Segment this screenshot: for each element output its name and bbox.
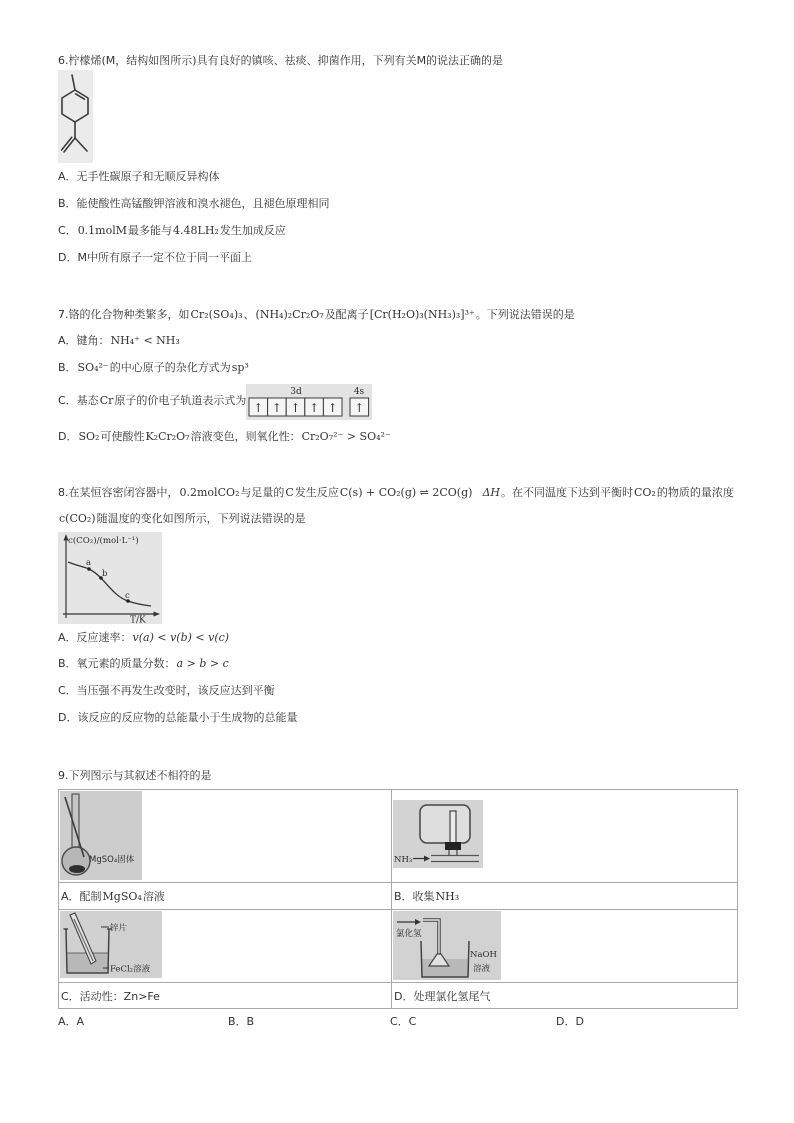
formula: NH₃: [435, 889, 460, 903]
option-text: 的中心原子的杂化方式为: [109, 361, 231, 374]
q8-stem-line-1: [58, 486, 734, 500]
formula: sp³: [231, 361, 249, 374]
reaction-equation: C(s) + CO₂(g) ⇌ 2CO(g): [339, 486, 473, 499]
formula: Cr₂O₇²⁻ > SO₄²⁻: [301, 430, 391, 443]
label-3d: 3d: [290, 387, 302, 397]
q6-option-b: B．能使酸性高锰酸钾溶液和溴水褪色，且褪色原理相同: [58, 197, 330, 210]
option-text: 可使酸性: [100, 430, 145, 443]
q7-option-c: [58, 394, 246, 408]
formula: NH₄⁺ < NH₃: [110, 334, 180, 347]
math-expression: v(a) < v(b) < v(c): [132, 631, 230, 644]
q7-option-b: [58, 361, 250, 375]
formula: MgSO₄: [102, 889, 142, 903]
q9-answer-c: C．C: [390, 1015, 417, 1028]
rubber-stopper: [445, 842, 461, 850]
point-c-label: c: [125, 591, 130, 601]
formula: [Cr(H₂O)₃(NH₃)₃]³⁺: [369, 308, 475, 321]
option-text: C．: [58, 224, 77, 237]
formula: K₂Cr₂O₇: [145, 430, 190, 443]
caption-text: B．收集: [394, 890, 435, 903]
stem-text: 及配离子: [324, 308, 369, 321]
fig-c-solution-label: FeCl₂溶液: [110, 964, 151, 975]
q9-answer-a: A．A: [58, 1015, 85, 1028]
q9-figure-table: [58, 789, 738, 1009]
co2-concentration-graph: [58, 532, 162, 624]
fig-a-label: MgSO₄固体: [89, 855, 135, 865]
option-text: B．氧元素的质量分数：: [58, 657, 176, 670]
option-text: 溶液变色，则氧化性：: [190, 430, 301, 443]
table-cell-b-figure: [392, 790, 738, 883]
stem-text: 、: [243, 308, 255, 321]
electron-up-arrow: ↑: [290, 401, 301, 415]
solid-sample: [69, 865, 85, 873]
table-cell-a-caption: [59, 883, 392, 910]
formula: (NH₄)₂Cr₂O₇: [255, 308, 324, 321]
formula: SO₂: [78, 430, 100, 443]
fig-d-gas-label: 氯化氢: [396, 929, 422, 939]
option-text: D．: [58, 430, 78, 443]
q7-option-a: [58, 334, 181, 348]
q6-option-a: A．无手性碳原子和无顺反异构体: [58, 170, 220, 183]
table-cell-d-caption: D．处理氯化氢尾气: [392, 983, 738, 1009]
x-axis-label: T/K: [130, 615, 146, 624]
electron-up-arrow: ↑: [354, 401, 365, 415]
formula: 0.2molCO₂: [179, 486, 240, 499]
table-cell-b-caption: [392, 883, 738, 910]
stem-text: 。在不同温度下达到平衡时: [500, 486, 633, 499]
q8-option-c: C．当压强不再发生改变时，该反应达到平衡: [58, 684, 275, 697]
stem-text: 随温度的变化如图所示，下列说法错误的是: [96, 512, 306, 525]
fig-c-zinc-label: 锌片: [110, 923, 128, 934]
q7-option-d: [58, 430, 392, 444]
table-cell-c-caption: C．活动性：Zn>Fe: [59, 983, 392, 1009]
q8-option-d: D．该反应的反应物的总能量小于生成物的总能量: [58, 711, 298, 724]
stem-text: 8.在某恒容密闭容器中，: [58, 486, 179, 499]
q8-option-a: [58, 631, 230, 645]
option-text: A．反应速率：: [58, 631, 132, 644]
q9-stem: 9.下列图示与其叙述不相符的是: [58, 769, 212, 782]
q9-answer-b: B．B: [228, 1015, 255, 1028]
formula: c(CO₂): [59, 512, 96, 525]
option-text: 发生加成反应: [219, 224, 286, 237]
formula: 4.48LH₂: [173, 224, 219, 237]
collecting-vessel: [420, 805, 470, 843]
table-cell-c-figure: [59, 910, 392, 983]
limonene-structure-figure: [58, 70, 93, 163]
table-cell-d-figure: [392, 910, 738, 983]
formula: 0.1molM: [77, 224, 128, 237]
electron-up-arrow: ↑: [253, 401, 264, 415]
formula: C: [285, 486, 294, 499]
formula: CO₂: [633, 486, 656, 499]
q6-option-d: D．M中所有原子一定不位于同一平面上: [58, 251, 252, 264]
stem-text: 与足量的: [240, 486, 285, 499]
fig-b-label: NH₃: [394, 855, 413, 865]
fig-d-solution-label: 溶液: [473, 964, 491, 974]
fig-d-absorption-photo: [393, 911, 501, 980]
math-expression: a > b > c: [176, 657, 229, 670]
option-text: A．键角：: [58, 334, 110, 347]
label-4s: 4s: [353, 387, 365, 397]
point-a-label: a: [86, 558, 92, 568]
q7-stem: [58, 308, 575, 322]
stem-text: 。下列说法错误的是: [475, 308, 575, 321]
formula: SO₄²⁻: [77, 361, 109, 374]
formula: Cr₂(SO₄)₃: [190, 308, 243, 321]
fig-d-naoh-label: NaOH: [470, 950, 497, 960]
y-axis-label: c(CO₂)/(mol·L⁻¹): [68, 536, 139, 546]
stem-text: 7.铬的化合物种类繁多，如: [58, 308, 190, 321]
option-text: 原子的价电子轨道表示式为: [114, 394, 247, 407]
stem-text: 的物质的量浓度: [656, 486, 734, 499]
caption-text: A．配制: [61, 890, 102, 903]
q9-answer-d: D．D: [556, 1015, 584, 1028]
table-cell-a-figure: [59, 790, 392, 883]
fig-a-dissolve-photo: [60, 791, 142, 880]
stem-text: 发生反应: [294, 486, 339, 499]
electron-up-arrow: ↑: [327, 401, 338, 415]
electron-up-arrow: ↑: [309, 401, 320, 415]
q8-option-b: [58, 657, 230, 671]
q6-stem: 6.柠檬烯(M，结构如图所示)具有良好的镇咳、祛痰、抑菌作用，下列有关M的说法正确的是: [58, 54, 504, 67]
option-text: C．基态: [58, 394, 99, 407]
fig-c-activity-photo: [60, 911, 162, 978]
fig-b-collect-photo: [393, 800, 483, 868]
formula: Cr: [99, 394, 114, 407]
cr-orbital-diagram: [246, 384, 372, 420]
point-b-label: b: [102, 569, 108, 579]
electron-up-arrow: ↑: [271, 401, 282, 415]
enthalpy-symbol: ΔH: [482, 486, 500, 499]
option-text: B．: [58, 361, 77, 374]
option-text: 最多能与: [128, 224, 173, 237]
q8-stem-line-2: [58, 512, 306, 526]
q6-option-c: [58, 224, 286, 238]
caption-text: 溶液: [142, 890, 165, 903]
